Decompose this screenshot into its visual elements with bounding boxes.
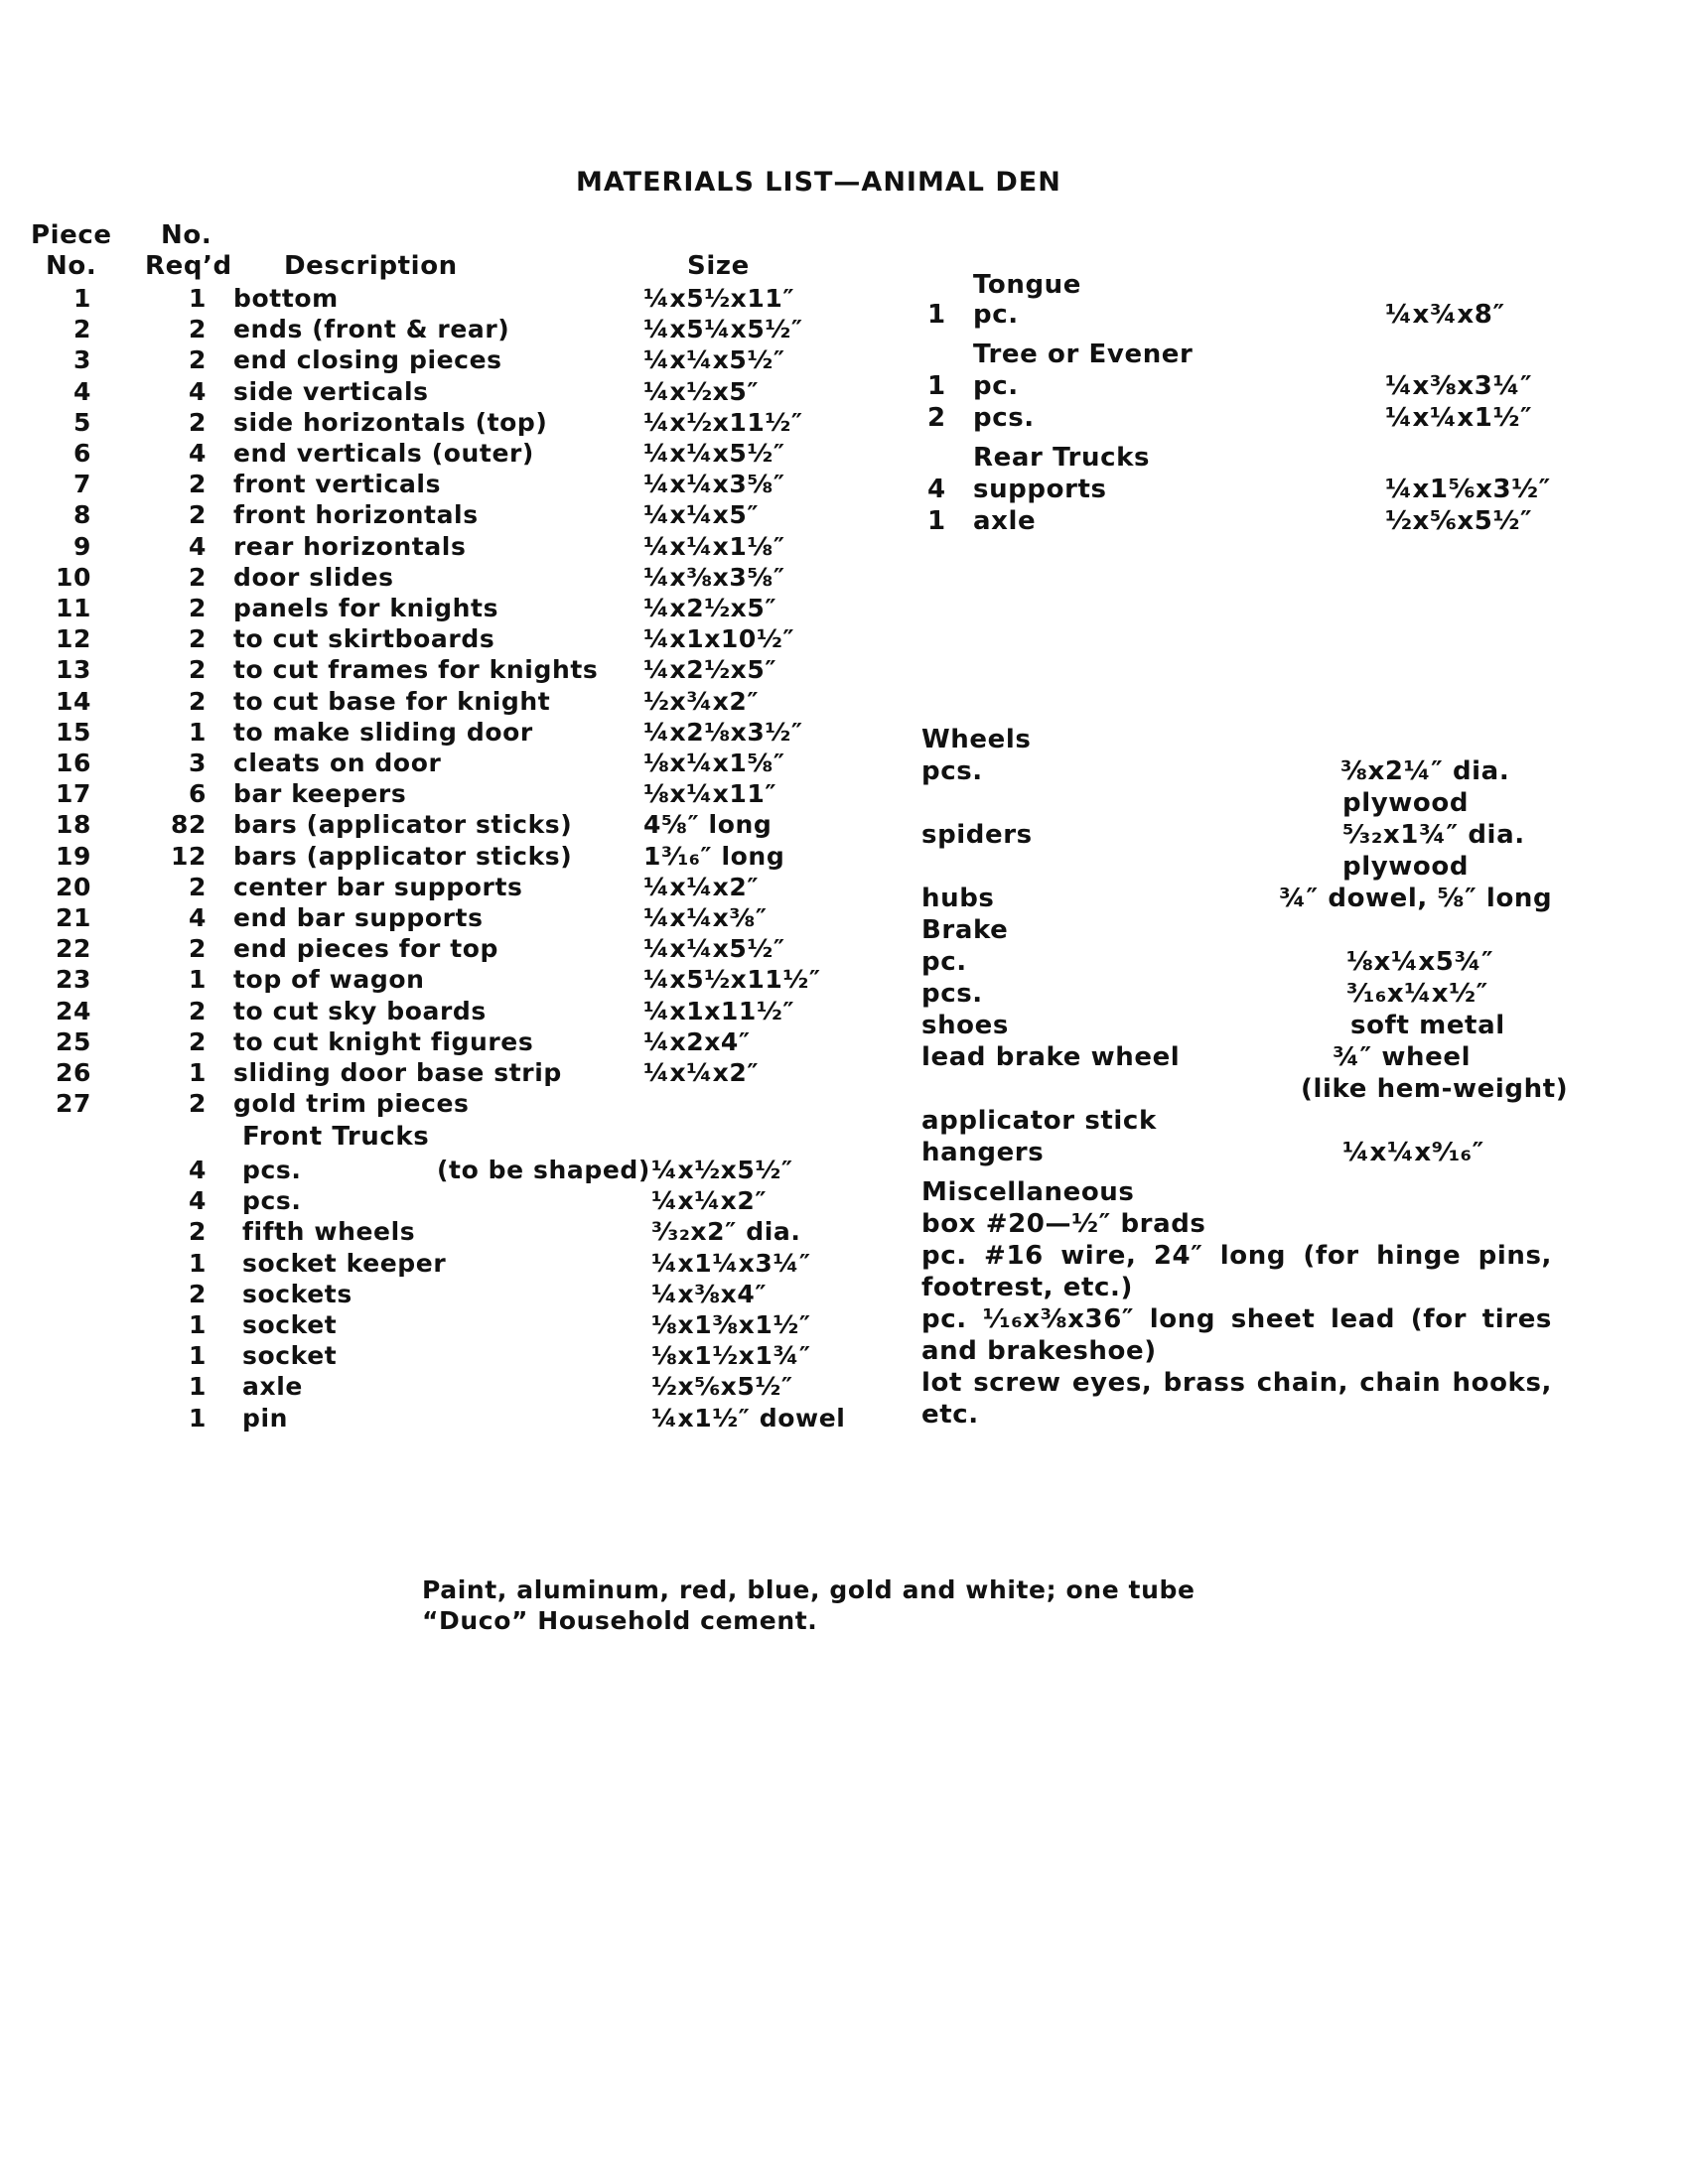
item-description: bar keepers <box>233 779 407 808</box>
truck-size: ¼x1½″ dowel <box>651 1404 846 1433</box>
item-size: ¼x2½x5″ <box>643 655 777 684</box>
spiders-size: ⁵⁄₃₂x1¾″ dia. <box>1342 820 1525 850</box>
piece-no: 1 <box>73 284 91 313</box>
qty-required: 12 <box>171 842 207 871</box>
wheels-pcs-label: pcs. <box>921 756 983 786</box>
item-description: gold trim pieces <box>233 1089 470 1118</box>
item-description: side verticals <box>233 377 429 406</box>
misc-line-6: lot screw eyes, brass chain, chain hooks, <box>921 1368 1552 1398</box>
qty-required: 2 <box>189 687 207 716</box>
tree-req-2: 2 <box>927 403 946 433</box>
item-description: to cut frames for knights <box>233 655 599 684</box>
qty-required: 2 <box>189 624 207 653</box>
truck-description: fifth wheels <box>242 1217 416 1246</box>
item-description: center bar supports <box>233 873 523 901</box>
tree-req-1: 1 <box>927 371 946 401</box>
qty-required: 2 <box>189 563 207 592</box>
brake-pcs-label: pcs. <box>921 979 983 1009</box>
piece-no: 4 <box>73 377 91 406</box>
qty-required: 2 <box>189 470 207 498</box>
shoes-label: shoes <box>921 1011 1009 1040</box>
piece-no: 27 <box>56 1089 91 1118</box>
hangers-size: ¼x¼x⁹⁄₁₆″ <box>1342 1138 1484 1167</box>
item-size: ¼x½x5″ <box>643 377 760 406</box>
truck-description: sockets <box>242 1280 352 1308</box>
qty-required: 2 <box>189 1027 207 1056</box>
wheels-heading: Wheels <box>921 725 1032 754</box>
qty-required: 6 <box>189 779 207 808</box>
truck-qty: 2 <box>189 1217 207 1246</box>
brake-pcs-size: ³⁄₁₆x¼x½″ <box>1346 979 1488 1009</box>
header-number: No. <box>161 220 212 250</box>
misc-line-1: box #20—½″ brads <box>921 1209 1206 1239</box>
item-description: to cut base for knight <box>233 687 551 716</box>
truck-size: ½x⅚x5½″ <box>651 1372 793 1401</box>
item-size: ¼x2x4″ <box>643 1027 751 1056</box>
truck-qty: 1 <box>189 1341 207 1370</box>
item-size: 4⅝″ long <box>643 810 773 839</box>
qty-required: 4 <box>189 439 207 468</box>
front-trucks-note: (to be shaped) <box>437 1156 650 1184</box>
piece-no: 23 <box>56 965 91 994</box>
piece-no: 13 <box>56 655 91 684</box>
item-size: ¼x⅜x3⅝″ <box>643 563 785 592</box>
piece-no: 20 <box>56 873 91 901</box>
item-size: ¼x1x10½″ <box>643 624 795 653</box>
lead-brake-wheel-label: lead brake wheel <box>921 1042 1181 1072</box>
truck-qty: 1 <box>189 1310 207 1339</box>
truck-size: ⅛x1⅜x1½″ <box>651 1310 811 1339</box>
qty-required: 1 <box>189 284 207 313</box>
item-size: ¼x¼x5½″ <box>643 934 785 963</box>
misc-line-7: etc. <box>921 1400 979 1430</box>
tree-heading: Tree or Evener <box>973 340 1194 369</box>
footer-line-2: “Duco” Household cement. <box>422 1606 818 1635</box>
piece-no: 7 <box>73 470 91 498</box>
truck-size: ⅛x1½x1¾″ <box>651 1341 811 1370</box>
piece-no: 14 <box>56 687 91 716</box>
piece-no: 10 <box>56 563 91 592</box>
item-description: rear horizontals <box>233 532 467 561</box>
rear-trucks-heading: Rear Trucks <box>973 443 1151 473</box>
qty-required: 2 <box>189 315 207 343</box>
truck-qty: 1 <box>189 1372 207 1401</box>
item-size: ¼x1x11½″ <box>643 997 795 1025</box>
tree-desc-2: pcs. <box>973 403 1035 433</box>
item-size: ⅛x¼x1⅝″ <box>643 749 785 777</box>
item-description: to make sliding door <box>233 718 533 747</box>
misc-line-2: pc. #16 wire, 24″ long (for hinge pins, <box>921 1241 1552 1271</box>
item-description: panels for knights <box>233 594 499 622</box>
qty-required: 2 <box>189 655 207 684</box>
qty-required: 2 <box>189 408 207 437</box>
tree-desc-1: pc. <box>973 371 1019 401</box>
item-size: ¼x¼x5″ <box>643 500 760 529</box>
item-description: ends (front & rear) <box>233 315 510 343</box>
item-description: bars (applicator sticks) <box>233 842 573 871</box>
front-trucks-heading: Front Trucks <box>242 1122 430 1152</box>
item-description: to cut sky boards <box>233 997 487 1025</box>
tree-size-2: ¼x¼x1½″ <box>1385 403 1533 433</box>
rear-desc-1: supports <box>973 475 1107 504</box>
item-size: ¼x5½x11½″ <box>643 965 821 994</box>
truck-qty: 2 <box>189 1280 207 1308</box>
spiders-label: spiders <box>921 820 1033 850</box>
header-size: Size <box>687 251 750 281</box>
item-description: to cut knight figures <box>233 1027 534 1056</box>
truck-description: socket <box>242 1341 338 1370</box>
truck-qty: 4 <box>189 1156 207 1184</box>
piece-no: 3 <box>73 345 91 374</box>
item-description: end bar supports <box>233 903 484 932</box>
item-description: side horizontals (top) <box>233 408 548 437</box>
header-required: Req’d <box>145 251 232 281</box>
header-piece: Piece <box>31 220 112 250</box>
qty-required: 4 <box>189 377 207 406</box>
item-description: front verticals <box>233 470 442 498</box>
piece-no: 9 <box>73 532 91 561</box>
piece-no: 5 <box>73 408 91 437</box>
piece-no: 16 <box>56 749 91 777</box>
qty-required: 1 <box>189 1058 207 1087</box>
qty-required: 2 <box>189 873 207 901</box>
hangers-label: hangers <box>921 1138 1045 1167</box>
qty-required: 2 <box>189 1089 207 1118</box>
lead-brake-wheel-size: ¾″ wheel <box>1333 1042 1472 1072</box>
qty-required: 82 <box>171 810 207 839</box>
truck-description: axle <box>242 1372 303 1401</box>
item-size: ¼x¼x2″ <box>643 1058 760 1087</box>
wheels-pcs-size: ⅜x2¼″ dia. <box>1340 756 1510 786</box>
qty-required: 2 <box>189 997 207 1025</box>
qty-required: 3 <box>189 749 207 777</box>
truck-size: ³⁄₃₂x2″ dia. <box>651 1217 801 1246</box>
piece-no: 21 <box>56 903 91 932</box>
piece-no: 22 <box>56 934 91 963</box>
item-size: ¼x¼x3⅝″ <box>643 470 785 498</box>
truck-description: pin <box>242 1404 289 1433</box>
rear-desc-2: axle <box>973 506 1037 536</box>
brake-pc-size: ⅛x¼x5¾″ <box>1346 947 1494 977</box>
lead-brake-wheel-note: (like hem-weight) <box>1301 1074 1569 1104</box>
item-size: ¼x2½x5″ <box>643 594 777 622</box>
item-description: to cut skirtboards <box>233 624 495 653</box>
truck-size: ¼x1¼x3¼″ <box>651 1249 811 1278</box>
qty-required: 2 <box>189 934 207 963</box>
header-description: Description <box>284 251 458 281</box>
misc-line-5: and brakeshoe) <box>921 1336 1157 1366</box>
hubs-label: hubs <box>921 884 995 913</box>
header-piece-no: No. <box>46 251 97 281</box>
item-description: top of wagon <box>233 965 425 994</box>
qty-required: 1 <box>189 718 207 747</box>
tongue-req: 1 <box>927 300 946 330</box>
item-description: end pieces for top <box>233 934 499 963</box>
item-description: cleats on door <box>233 749 442 777</box>
tongue-heading: Tongue <box>973 270 1082 300</box>
item-size: 1³⁄₁₆″ long <box>643 842 785 871</box>
truck-size: ¼x¼x2″ <box>651 1186 768 1215</box>
piece-no: 17 <box>56 779 91 808</box>
piece-no: 8 <box>73 500 91 529</box>
qty-required: 1 <box>189 965 207 994</box>
item-size: ¼x¼x⅜″ <box>643 903 768 932</box>
item-size: ¼x2⅛x3½″ <box>643 718 803 747</box>
rear-req-1: 4 <box>927 475 946 504</box>
item-description: door slides <box>233 563 394 592</box>
item-description: bottom <box>233 284 339 313</box>
tongue-desc: pc. <box>973 300 1019 330</box>
piece-no: 6 <box>73 439 91 468</box>
piece-no: 11 <box>56 594 91 622</box>
piece-no: 26 <box>56 1058 91 1087</box>
rear-size-1: ¼x1⅚x3½″ <box>1385 475 1551 504</box>
tree-size-1: ¼x⅜x3¼″ <box>1385 371 1533 401</box>
tongue-size: ¼x¾x8″ <box>1385 300 1505 330</box>
applicator-label: applicator stick <box>921 1106 1157 1136</box>
piece-no: 19 <box>56 842 91 871</box>
truck-description: socket keeper <box>242 1249 447 1278</box>
item-size: ¼x¼x1⅛″ <box>643 532 785 561</box>
item-size: ¼x¼x5½″ <box>643 345 785 374</box>
brake-heading: Brake <box>921 915 1009 945</box>
truck-description: pcs. <box>242 1186 302 1215</box>
qty-required: 4 <box>189 532 207 561</box>
misc-line-3: footrest, etc.) <box>921 1273 1133 1302</box>
truck-description: pcs. <box>242 1156 302 1184</box>
piece-no: 12 <box>56 624 91 653</box>
rear-size-2: ½x⅚x5½″ <box>1385 506 1533 536</box>
item-size: ¼x5¼x5½″ <box>643 315 803 343</box>
item-size: ½x¾x2″ <box>643 687 760 716</box>
rear-req-2: 1 <box>927 506 946 536</box>
item-size: ⅛x¼x11″ <box>643 779 777 808</box>
misc-heading: Miscellaneous <box>921 1177 1135 1207</box>
truck-description: socket <box>242 1310 338 1339</box>
item-description: end closing pieces <box>233 345 502 374</box>
truck-size: ¼x½x5½″ <box>651 1156 793 1184</box>
qty-required: 4 <box>189 903 207 932</box>
item-description: end verticals (outer) <box>233 439 534 468</box>
footer-line-1: Paint, aluminum, red, blue, gold and white; one tube <box>422 1575 1196 1604</box>
spiders-material: plywood <box>1342 852 1470 882</box>
item-description: bars (applicator sticks) <box>233 810 573 839</box>
shoes-size: soft metal <box>1350 1011 1505 1040</box>
piece-no: 24 <box>56 997 91 1025</box>
piece-no: 25 <box>56 1027 91 1056</box>
wheels-pcs-material: plywood <box>1342 788 1470 818</box>
truck-qty: 1 <box>189 1249 207 1278</box>
misc-line-4: pc. ¹⁄₁₆x⅜x36″ long sheet lead (for tires <box>921 1304 1552 1334</box>
item-size: ¼x½x11½″ <box>643 408 803 437</box>
item-description: sliding door base strip <box>233 1058 562 1087</box>
truck-qty: 4 <box>189 1186 207 1215</box>
piece-no: 15 <box>56 718 91 747</box>
brake-pc-label: pc. <box>921 947 967 977</box>
piece-no: 18 <box>56 810 91 839</box>
item-size: ¼x¼x2″ <box>643 873 760 901</box>
truck-qty: 1 <box>189 1404 207 1433</box>
item-description: front horizontals <box>233 500 479 529</box>
hubs-size: ¾″ dowel, ⅝″ long <box>1279 884 1553 913</box>
item-size: ¼x5½x11″ <box>643 284 795 313</box>
item-size: ¼x¼x5½″ <box>643 439 785 468</box>
page-title: MATERIALS LIST—ANIMAL DEN <box>576 167 1061 198</box>
qty-required: 2 <box>189 500 207 529</box>
truck-size: ¼x⅜x4″ <box>651 1280 768 1308</box>
qty-required: 2 <box>189 594 207 622</box>
qty-required: 2 <box>189 345 207 374</box>
piece-no: 2 <box>73 315 91 343</box>
